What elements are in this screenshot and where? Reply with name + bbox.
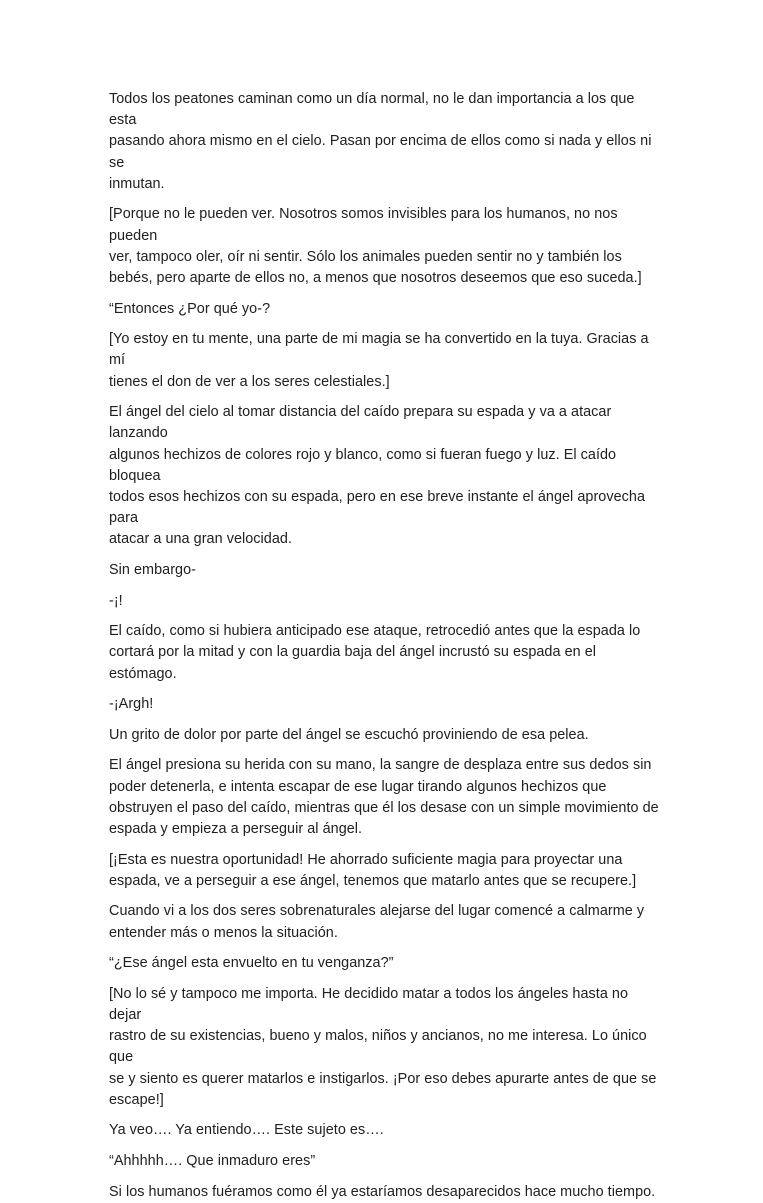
- paragraph: -¡Argh!: [109, 696, 154, 713]
- paragraph: “Ahhhhh…. Que inmaduro eres”: [109, 1152, 316, 1169]
- paragraph: “Entonces ¿Por qué yo-?: [109, 300, 271, 317]
- paragraph: El ángel del cielo al tomar distancia del caído prepara su espada y va a atacar lanzando algunos hechizos de colores rojo y blanco, como si fueran fuego y luz. El caído bloquea todos esos hechizos con su espada, pero en ese breve instante el ángel aprovecha para atacar a una gran velocidad.: [109, 404, 646, 548]
- paragraph: Sin embargo-: [109, 562, 196, 579]
- paragraph: [Yo estoy en tu mente, una parte de mi magia se ha convertido en la tuya. Gracias a mí tienes el don de ver a los seres celestiales.]: [109, 331, 649, 390]
- paragraph: Un grito de dolor por parte del ángel se escuchó proviniendo de esa pelea.: [109, 726, 589, 743]
- paragraph: Ya veo…. Ya entiendo…. Este sujeto es….: [109, 1122, 384, 1139]
- paragraph: Cuando vi a los dos seres sobrenaturales alejarse del lugar comencé a calmarme y entender más o menos la situación.: [109, 903, 645, 941]
- paragraph: [Porque no le pueden ver. Nosotros somos invisibles para los humanos, no nos pueden ver, tampoco oler, oír ni sentir. Sólo los animales pueden sentir no y también los bebés, pero aparte de ellos no, a menos que nosotros deseemos que eso suceda.]: [109, 206, 642, 287]
- paragraph: [¡Esta es nuestra oportunidad! He ahorrado suficiente magia para proyectar una espada, ve a perseguir a ese ángel, tenemos que matarlo antes que se recupere.]: [109, 851, 637, 889]
- paragraph: El caído, como si hubiera anticipado ese ataque, retrocedió antes que la espada lo cortará por la mitad y con la guardia baja del ángel incrustó su espada en el estómago.: [109, 623, 641, 682]
- paragraph: [No lo sé y tampoco me importa. He decidido matar a todos los ángeles hasta no dejar rastro de su existencias, bueno y malos, niños y ancianos, no me interesa. Lo único que se y siento es querer matarlos e instigarlos. ¡Por eso debes apurarte antes de que se escape!]: [109, 985, 657, 1108]
- paragraph: Si los humanos fuéramos como él ya estaríamos desaparecidos hace mucho tiempo.: [109, 1183, 656, 1200]
- paragraph: -¡!: [109, 592, 123, 609]
- paragraph: Todos los peatones caminan como un día normal, no le dan importancia a los que esta pasando ahora mismo en el cielo. Pasan por encima de ellos como si nada y ellos ni se inmutan.: [109, 91, 652, 192]
- paragraph: El ángel presiona su herida con su mano, la sangre de desplaza entre sus dedos sin poder detenerla, e intenta escapar de ese lugar tirando algunos hechizos que obstruyen el paso del caído, mientras que él los desase con un simple movimiento de espada y empieza a perseguir al ángel.: [109, 757, 659, 837]
- paragraph: “¿Ese ángel esta envuelto en tu venganza?”: [109, 955, 394, 972]
